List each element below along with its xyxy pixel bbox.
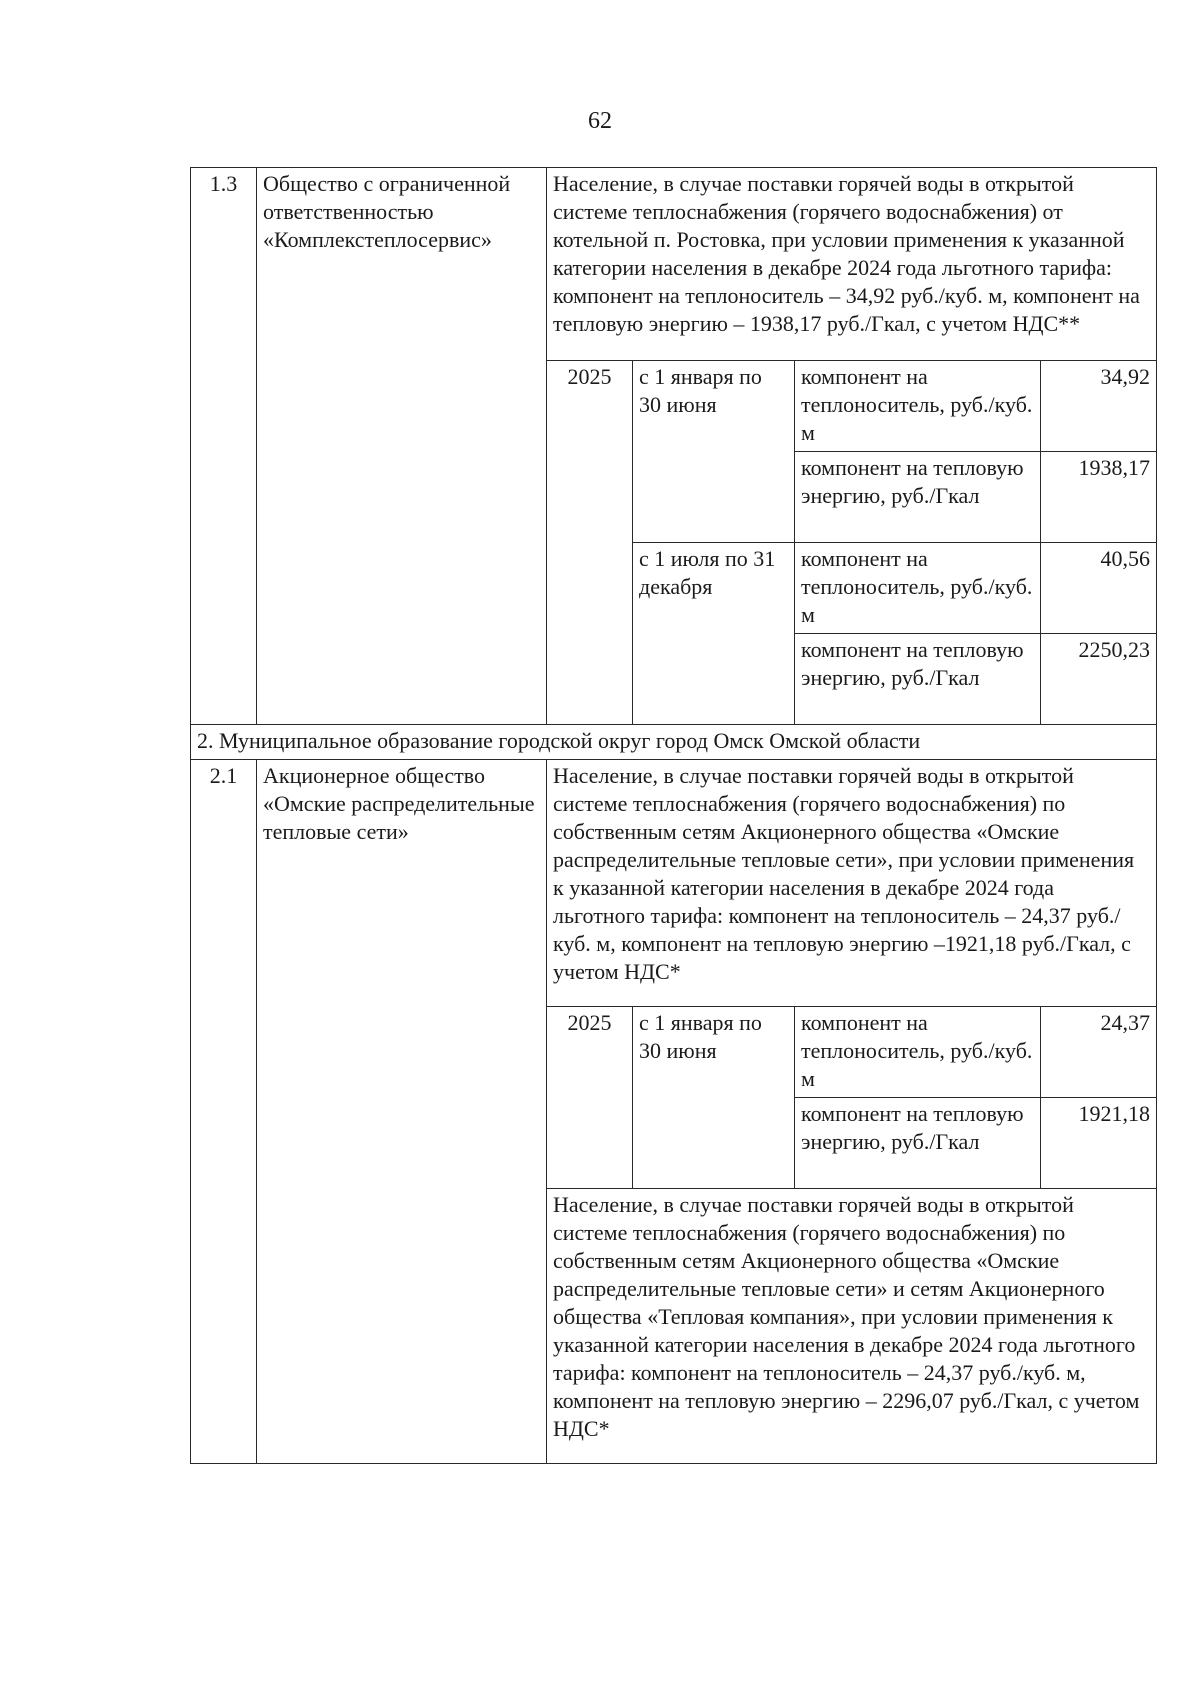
row-number: 2.1 <box>191 760 257 1464</box>
tariff-value: 34,92 <box>1041 361 1157 452</box>
component-label: компонент на теплоноситель, руб./куб. м <box>795 1007 1041 1098</box>
page-number: 62 <box>588 108 612 134</box>
tariff-value: 40,56 <box>1041 543 1157 634</box>
component-label: компонент на тепловую энергию, руб./Гкал <box>795 1098 1041 1189</box>
tariff-year: 2025 <box>547 1007 633 1189</box>
table-row <box>191 168 1157 361</box>
organization-name: Общество с ограниченной ответственностью «Комплекстеплосервис» <box>257 168 547 725</box>
component-label: компонент на тепловую энергию, руб./Гкал <box>795 634 1041 725</box>
component-label: компонент на тепловую энергию, руб./Гкал <box>795 452 1041 543</box>
tariff-period: с 1 января по 30 июня <box>633 1007 795 1189</box>
consumer-description: Население, в случае поставки горячей воды в открытой системе теплоснабжения (горячего водоснабжения) по собственным сетям Акционерного общества «Омские распределительные тепловые сети», при условии применения к указанной категории населения в декабре 2024 года льготного тарифа: компонент на теплоноситель – 24,37 руб./куб. м, компонент на тепловую энергию –1921,18 руб./Гкал, с учетом НДС* <box>547 760 1157 1007</box>
component-label: компонент на теплоноситель, руб./куб. м <box>795 361 1041 452</box>
tariff-value: 1921,18 <box>1041 1098 1157 1189</box>
table-row <box>191 725 1157 760</box>
consumer-description: Население, в случае поставки горячей воды в открытой системе теплоснабжения (горячего водоснабжения) по собственным сетям Акционерного общества «Омские распределительные тепловые сети» и сетям Акционерного общества «Тепловая компания», при условии применения к указанной категории населения в декабре 2024 года льготного тарифа: компонент на теплоноситель – 24,37 руб./куб. м, компонент на тепловую энергию – 2296,07 руб./Гкал, с учетом НДС* <box>547 1189 1157 1464</box>
tariff-period: с 1 июля по 31 декабря <box>633 543 795 725</box>
table-row <box>191 760 1157 1007</box>
section-heading: 2. Муниципальное образование городской округ город Омск Омской области <box>191 725 1157 760</box>
tariff-value: 24,37 <box>1041 1007 1157 1098</box>
organization-name: Акционерное общество «Омские распределительные тепловые сети» <box>257 760 547 1464</box>
row-number: 1.3 <box>191 168 257 725</box>
tariff-table <box>190 167 1157 1464</box>
consumer-description: Население, в случае поставки горячей воды в открытой системе теплоснабжения (горячего водоснабжения) от котельной п. Ростовка, при условии применения к указанной категории населения в декабре 2024 года льготного тарифа: компонент на теплоноситель – 34,92 руб./куб. м, компонент на тепловую энергию – 1938,17 руб./Гкал, с учетом НДС** <box>547 168 1157 361</box>
tariff-year: 2025 <box>547 361 633 725</box>
tariff-period: с 1 января по 30 июня <box>633 361 795 543</box>
component-label: компонент на теплоноситель, руб./куб. м <box>795 543 1041 634</box>
tariff-value: 1938,17 <box>1041 452 1157 543</box>
tariff-value: 2250,23 <box>1041 634 1157 725</box>
